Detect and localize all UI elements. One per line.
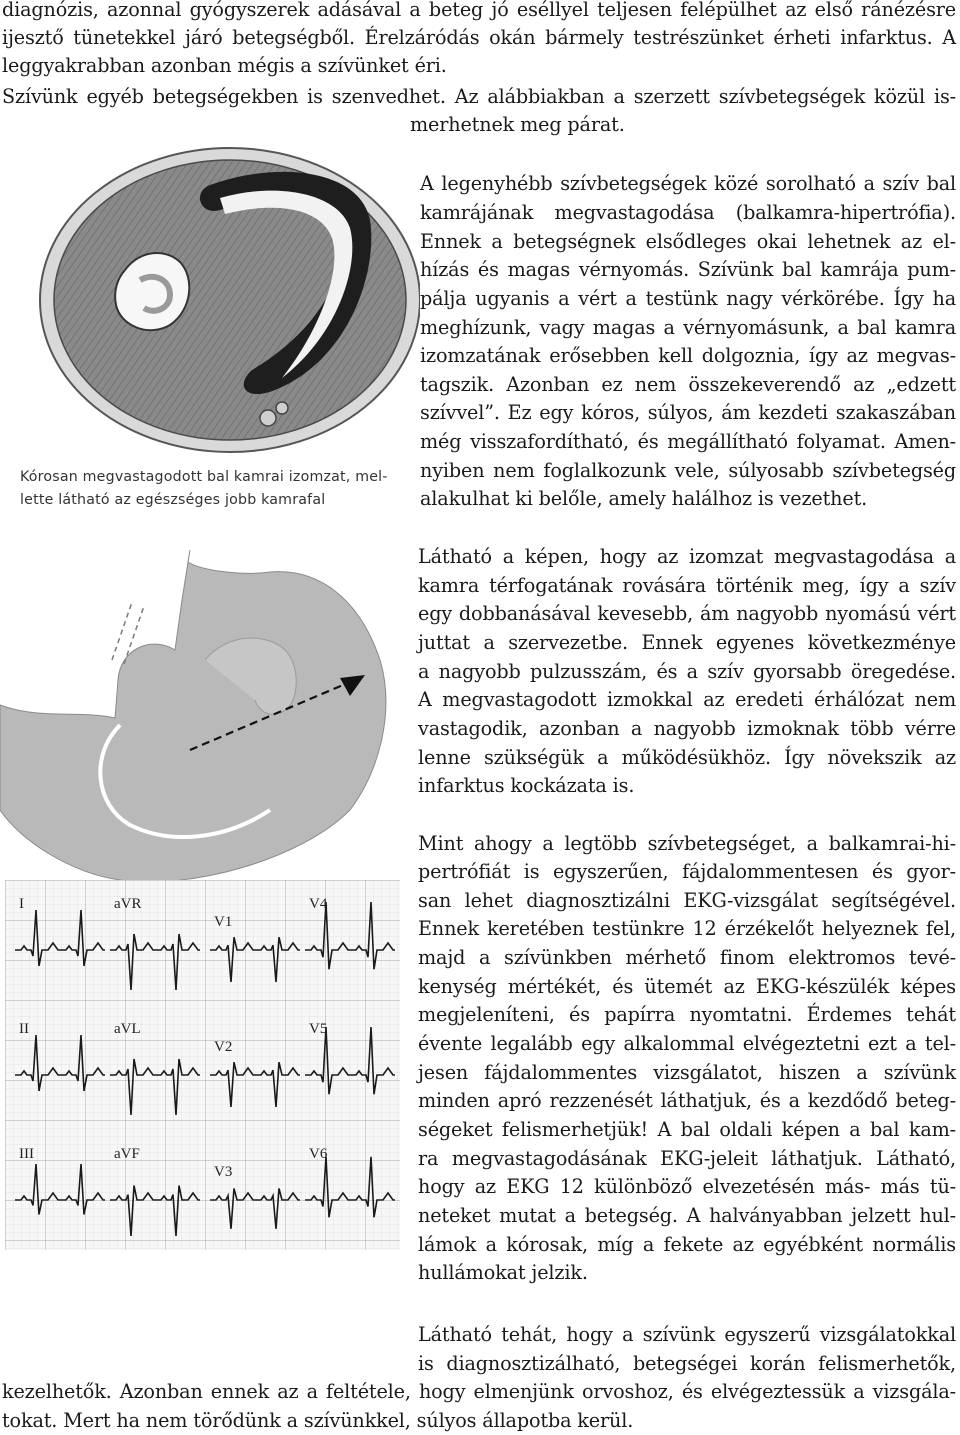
paragraph-line: jesen fájdalommentes vizsgálatot, hiszen a szívünk (418, 1061, 956, 1084)
ecg-lead-label: V3 (214, 1164, 233, 1180)
paragraph-line: Ennek keretében testünkre 12 érzékelőt helyeznek fel, (418, 917, 956, 940)
paragraph-line: hullámokat jelzik. (418, 1261, 588, 1284)
paragraph-line: nyiben nem foglalkozunk vele, súlyosabb szívbetegség (420, 459, 956, 482)
paragraph-line: neteket mutat a betegség. A halványabban jelzett hul- (418, 1204, 956, 1227)
heart-wall-diagram (0, 540, 400, 900)
paragraph-line: Ennek a betegségnek elsődleges okai lehetnek az el- (420, 230, 956, 253)
ecg-lead-label: V6 (309, 1146, 328, 1162)
paragraph-line: lámok a kórosak, míg a fekete az egyébként normális (418, 1233, 956, 1256)
ecg-lead-label: V1 (214, 914, 233, 930)
paragraph-line: kamrájának megvastagodása (balkamra-hipertrófia). (420, 201, 956, 224)
caption-line: Kórosan megvastagodott bal kamrai izomzat, mel- (20, 469, 388, 485)
paragraph-line: izomzatának erősebben kell dolgoznia, így az megvas- (420, 344, 956, 367)
paragraph-line: a nagyobb pulzusszám, és a szív gyorsabb öregedése. (418, 660, 956, 683)
ecg-lead-label: II (19, 1021, 29, 1037)
paragraph-line: ra megvastagodásának EKG-jeleit láthatjuk. Látható, (418, 1147, 956, 1170)
paragraph-line: lenne szükségük a működésükhöz. Így növekszik az (418, 746, 956, 769)
paragraph-line: is diagnosztizálható, betegségei korán felismerhetők, (418, 1352, 956, 1375)
paragraph-line: hízás és magas vérnyomás. Szívünk bal kamrája pum- (420, 258, 956, 281)
paragraph-line: Látható tehát, hogy a szívünk egyszerű vizsgálatokkal (418, 1323, 956, 1346)
paragraph-line: egy dobbanásával kevesebb, ám nagyobb nyomású vért (418, 602, 956, 625)
paragraph-line: hogy az EKG 12 különböző elvezetésén más- más tü- (418, 1175, 956, 1198)
intro-line: leggyakrabban azonban mégis a szívünket éri. (2, 54, 447, 77)
paragraph-line: megjeleníteni, és papírra nyomtatni. Érdemes tehát (418, 1003, 956, 1026)
paragraph-line: tagszik. Azonban ez nem összekeverendő az „edzett (420, 373, 956, 396)
paragraph-line: évente legalább egy alkalommal elvégeztetni ezt a tel- (418, 1032, 956, 1055)
paragraph-line: kamra térfogatának rovására történik meg, így a szív (418, 574, 956, 597)
paragraph-line: pálja ugyanis a vért a testünk nagy vérkörébe. Így ha (420, 287, 956, 310)
intro-line: diagnózis, azonnal gyógyszerek adásával a beteg jó eséllyel teljesen felépülhet az első ránézésre (2, 0, 956, 21)
ecg-12-lead-image (5, 880, 400, 1250)
paragraph-line: szívvel”. Ez egy kóros, súlyos, ám kezdeti szakaszában (420, 401, 956, 424)
heart-cross-section-image (20, 140, 420, 470)
paragraph-line: minden apró rezzenését láthatjuk, és a kezdődő beteg- (418, 1089, 956, 1112)
ecg-lead-label: aVR (114, 896, 142, 912)
paragraph-line: meghízunk, vagy magas a vérnyomásunk, a bal kamra (420, 316, 956, 339)
paragraph-line: A megvastagodott izmokkal az eredeti érhálózat nem (418, 688, 956, 711)
paragraph-line: kezelhetők. Azonban ennek az a feltétele, hogy elmenjünk orvoshoz, és elvégeztessük a vizsgála- (2, 1380, 956, 1403)
paragraph-line: infarktus kockázata is. (418, 774, 635, 797)
paragraph-line: alakulhat ki belőle, amely halálhoz is vezethet. (420, 487, 868, 510)
paragraph-line: A legenyhébb szívbetegségek közé sorolható a szív bal (420, 172, 956, 195)
ecg-lead-label: I (19, 896, 24, 912)
ecg-lead-label: V4 (309, 896, 328, 912)
paragraph-line: san lehet diagnosztizálni EKG-vizsgálat segítségével. (418, 889, 956, 912)
intro-line: Szívünk egyéb betegségekben is szenvedhet. Az alábbiakban a szerzett szívbetegségek közül is- (2, 85, 956, 108)
ecg-lead-label: V2 (214, 1039, 233, 1055)
paragraph-line: ségeket felismerhetjük! A bal oldali képen a bal kam- (418, 1118, 956, 1141)
intro-line: ijesztő tünetekkel járó betegségből. Érelzáródás okán bármely testrészünket érheti infarktus. A (2, 26, 956, 49)
paragraph-line: Mint ahogy a legtöbb szívbetegséget, a balkamrai-hi- (418, 832, 956, 855)
paragraph-line: pertrófiát is egyszerűen, fájdalommentesen és gyor- (418, 860, 956, 883)
paragraph-line: vastagodik, azonban a nagyobb izmoknak több vérre (418, 717, 956, 740)
ecg-lead-label: aVL (114, 1021, 141, 1037)
intro-line: merhetnek meg párat. (410, 113, 625, 136)
paragraph-line: Látható a képen, hogy az izomzat megvastagodása a (418, 545, 956, 568)
ecg-lead-label: III (19, 1146, 34, 1162)
caption-line: lette látható az egészséges jobb kamrafal (20, 492, 326, 508)
ecg-lead-label: V5 (309, 1021, 328, 1037)
ecg-lead-label: aVF (114, 1146, 140, 1162)
paragraph-line: még visszafordítható, és megállítható folyamat. Amen- (420, 430, 956, 453)
paragraph-line: tokat. Mert ha nem törődünk a szívünkkel, súlyos állapotba kerül. (2, 1409, 634, 1432)
paragraph-line: kenység mértékét, és ütemét az EKG-készülék képes (418, 975, 956, 998)
paragraph-line: majd a szívünkben mérhető finom elektromos tevé- (418, 946, 956, 969)
paragraph-line: juttat a szervezetbe. Ennek egyenes következménye (418, 631, 956, 654)
